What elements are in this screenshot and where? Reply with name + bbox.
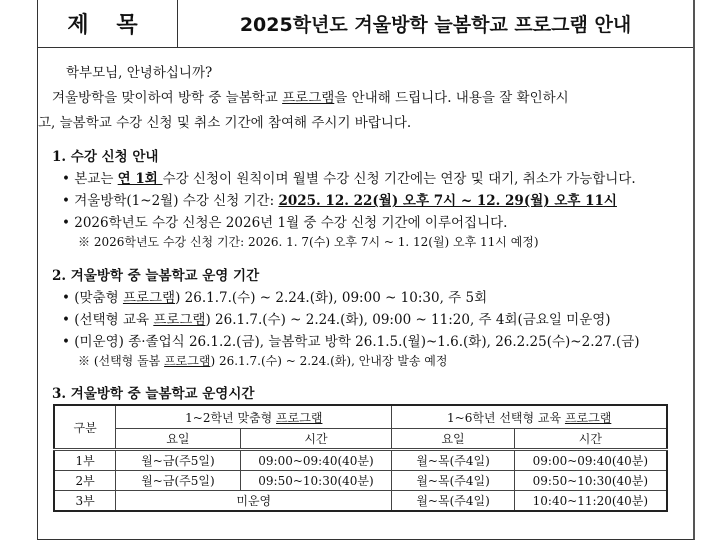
- text: 프로그램: [282, 90, 335, 106]
- table-row: [54, 491, 667, 512]
- header-cell: 요일: [116, 429, 240, 450]
- section-2-item: • (미운영) 종·졸업식 26.1.2.(금), 늘봄학교 방학 26.1.5.(월)~1.6.(화), 26.2.25(수)~2.27.(금): [62, 334, 640, 350]
- section-1-item: [62, 167, 636, 187]
- title-row: [38, 0, 693, 48]
- table-cell: 1부: [54, 450, 116, 471]
- text: ) 26.1.7.(수) ~ 2.24.(화), 09:00 ~ 10:30, 주 5회: [175, 290, 488, 306]
- text: ) 26.1.7.(수) ~ 2.24.(화), 09:00 ~ 11:20, 주 4회(금요일 미운영): [205, 312, 611, 328]
- text: 1~2학년 맞춤형: [185, 410, 277, 425]
- table-cell: 09:00~09:40(40분): [514, 450, 667, 471]
- section-1-note: ※ 2026학년도 수강 신청 기간: 2026. 1. 7(수) 오후 7시 ~ 1. 12(월) 오후 11시 예정): [78, 235, 539, 249]
- text: • 본교는: [62, 171, 118, 187]
- text: 프로그램: [122, 290, 176, 306]
- section-2-note: [78, 352, 447, 369]
- text: 을 안내해 드립니다. 내용을 잘 확인하시: [334, 90, 569, 106]
- text: ※ (선택형 돌봄: [78, 354, 165, 368]
- text: • (선택형 교육: [62, 312, 154, 328]
- section-1-item: [62, 189, 617, 209]
- greeting: 학부모님, 안녕하십니까?: [66, 65, 213, 81]
- text: 수강 신청이 원칙이며 월별 수강 신청 기간에는 연장 및 대기, 취소가 가능합니다.: [162, 171, 636, 187]
- table-cell: 09:00~09:40(40분): [240, 450, 392, 471]
- table-row: [54, 471, 667, 491]
- section-2-title: 2. 겨울방학 중 늘봄학교 운영 기간: [52, 268, 260, 284]
- intro-line-1: [52, 86, 569, 106]
- table-cell: 월~목(주4일): [392, 471, 514, 491]
- table-cell: 09:50~10:30(40분): [514, 471, 667, 491]
- table-cell: 3부: [54, 491, 116, 512]
- text: 1~6학년 선택형 교육: [447, 410, 565, 425]
- text: 2025. 12. 22(월) 오후 7시 ~ 12. 29(월) 오후 11시: [278, 193, 617, 209]
- table-cell: 미운영: [116, 491, 392, 512]
- header-cell: [116, 405, 392, 429]
- table-cell: 10:40~11:20(40분): [514, 491, 667, 512]
- schedule-table: [53, 404, 668, 512]
- text: 프로그램: [164, 354, 211, 368]
- section-2-item: [62, 308, 611, 328]
- text: 프로그램: [564, 410, 612, 425]
- header-cell: [392, 405, 667, 429]
- title-label: 제 목: [38, 0, 178, 47]
- table-cell: 2부: [54, 471, 116, 491]
- section-1-title: 1. 수강 신청 안내: [52, 149, 159, 165]
- text: • (맞춤형: [62, 290, 123, 306]
- header-cell: 시간: [240, 429, 392, 450]
- section-1-item: • 2026학년도 수강 신청은 2026년 1월 중 수강 신청 기간에 이루어집니다.: [62, 215, 508, 231]
- table-cell: 월~목(주4일): [392, 491, 514, 512]
- intro-line-2: 고, 늘봄학교 수강 신청 및 취소 기간에 참여해 주시기 바랍니다.: [38, 115, 412, 131]
- table-cell: 월~금(주5일): [116, 471, 240, 491]
- document-title: 2025학년도 겨울방학 늘봄학교 프로그램 안내: [239, 13, 632, 36]
- header-cell: 구분: [54, 405, 116, 450]
- text: 프로그램: [276, 410, 323, 425]
- table-cell: 월~금(주5일): [116, 450, 240, 471]
- table-subheader-row: [54, 429, 667, 450]
- header-cell: 시간: [514, 429, 667, 450]
- text: 연 1회: [117, 171, 163, 187]
- text: • 겨울방학(1~2월) 수강 신청 기간:: [62, 193, 279, 209]
- section-3-title: 3. 겨울방학 중 늘봄학교 운영시간: [52, 386, 255, 402]
- text: 겨울방학을 맞이하여 방학 중 늘봄학교: [52, 90, 283, 106]
- section-2-item: [62, 286, 487, 306]
- table-header-row: [54, 405, 667, 429]
- text: ) 26.1.7.(수) ~ 2.24.(화), 안내장 발송 예정: [210, 354, 448, 368]
- header-cell: 요일: [392, 429, 514, 450]
- table-cell: 월~목(주4일): [392, 450, 514, 471]
- table-row: [54, 450, 667, 471]
- table-cell: 09:50~10:30(40분): [240, 471, 392, 491]
- text: 프로그램: [153, 312, 206, 328]
